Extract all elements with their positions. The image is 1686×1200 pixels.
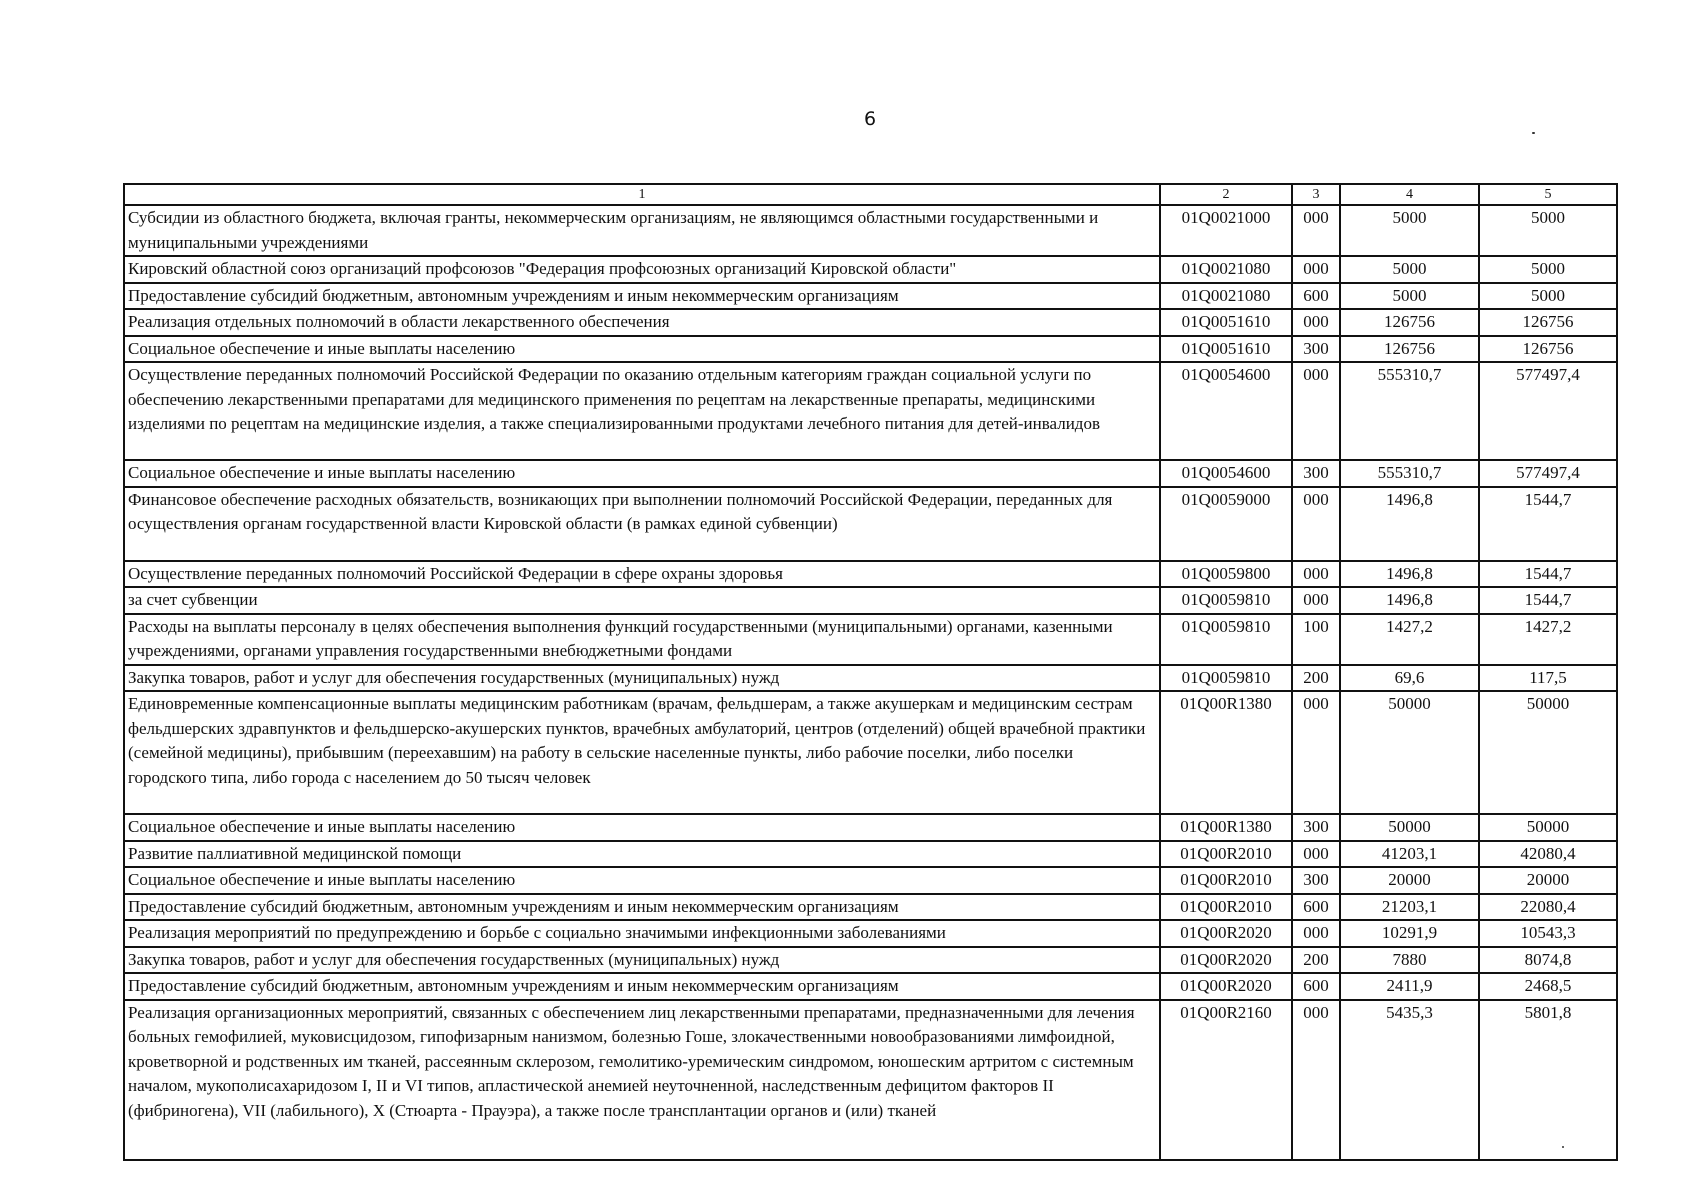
- row-name: за счет субвенции: [124, 587, 1160, 614]
- row-expense-type: 000: [1292, 205, 1340, 256]
- row-value-5: 577497,4: [1479, 460, 1617, 487]
- row-value-5: 1427,2: [1479, 614, 1617, 665]
- row-value-4: 41203,1: [1340, 841, 1479, 868]
- row-value-5: 5000: [1479, 283, 1617, 310]
- row-name: Реализация организационных мероприятий, связанных с обеспечением лиц лекарственными препаратами, предназначенными для лечения больных гемофилией, муковисцидозом, гипофизарным нанизмом, болезнью Гоше, злокачественными новообразованиями лимфоидной, кроветворной и родственных им тканей, рассеянным склерозом, гемолитико-уремическим синдромом, юношеским артритом с системным началом, мукополисахаридозом I, II и VI типов, апластической анемией неуточненной, наследственным дефицитом факторов II (фибриногена), VII (лабильного), X (Стюарта - Прауэра), а также после трансплантации органов и (или) тканей: [124, 1000, 1160, 1160]
- row-value-4: 5000: [1340, 205, 1479, 256]
- scan-speck: [1532, 132, 1535, 134]
- row-code: 01Q00R2010: [1160, 894, 1292, 921]
- row-name: Осуществление переданных полномочий Российской Федерации по оказанию отдельным категориям граждан социальной услуги по обеспечению лекарственными препаратами для медицинского применения по рецептам на лекарственные препараты, медицинскими изделиями по рецептам на медицинские изделия, а также специализированными продуктами лечебного питания для детей-инвалидов: [124, 362, 1160, 460]
- row-value-4: 10291,9: [1340, 920, 1479, 947]
- row-value-4: 69,6: [1340, 665, 1479, 692]
- row-code: 01Q0021080: [1160, 256, 1292, 283]
- row-value-5: 5000: [1479, 205, 1617, 256]
- row-expense-type: 000: [1292, 256, 1340, 283]
- row-value-5: 1544,7: [1479, 561, 1617, 588]
- row-name: Кировский областной союз организаций профсоюзов "Федерация профсоюзных организаций Кировской области": [124, 256, 1160, 283]
- row-value-5: 42080,4: [1479, 841, 1617, 868]
- row-code: 01Q00R2020: [1160, 920, 1292, 947]
- row-expense-type: 600: [1292, 894, 1340, 921]
- row-expense-type: 000: [1292, 362, 1340, 460]
- row-value-4: 21203,1: [1340, 894, 1479, 921]
- table-row: [124, 947, 1617, 974]
- table-row: [124, 665, 1617, 692]
- row-code: 01Q00R2020: [1160, 973, 1292, 1000]
- row-code: 01Q0059810: [1160, 587, 1292, 614]
- table-row: [124, 894, 1617, 921]
- row-value-4: 2411,9: [1340, 973, 1479, 1000]
- table-row: [124, 973, 1617, 1000]
- table-row: [124, 867, 1617, 894]
- table-row: [124, 336, 1617, 363]
- row-code: 01Q0021000: [1160, 205, 1292, 256]
- row-value-5: 22080,4: [1479, 894, 1617, 921]
- row-name: Субсидии из областного бюджета, включая гранты, некоммерческим организациям, не являющимся областными государственными и муниципальными учреждениями: [124, 205, 1160, 256]
- row-expense-type: 000: [1292, 561, 1340, 588]
- row-code: 01Q00R2020: [1160, 947, 1292, 974]
- table-row: [124, 283, 1617, 310]
- row-expense-type: 000: [1292, 309, 1340, 336]
- table-row: [124, 691, 1617, 814]
- row-expense-type: 000: [1292, 691, 1340, 814]
- row-value-4: 555310,7: [1340, 460, 1479, 487]
- row-value-5: 5801,8: [1479, 1000, 1617, 1160]
- row-code: 01Q0051610: [1160, 309, 1292, 336]
- row-value-4: 5435,3: [1340, 1000, 1479, 1160]
- table-row: [124, 841, 1617, 868]
- row-code: 01Q0054600: [1160, 460, 1292, 487]
- column-header-1: 1: [124, 184, 1160, 205]
- row-name: Единовременные компенсационные выплаты медицинским работникам (врачам, фельдшерам, а также акушеркам и медицинским сестрам фельдшерских здравпунктов и фельдшерско-акушерских пунктов, врачебных амбулаторий, центров (отделений) общей врачебной практики (семейной медицины), прибывшим (переехавшим) на работу в сельские населенные пункты, либо рабочие поселки, либо поселки городского типа, либо города с населением до 50 тысяч человек: [124, 691, 1160, 814]
- row-expense-type: 000: [1292, 920, 1340, 947]
- row-expense-type: 100: [1292, 614, 1340, 665]
- row-value-5: 117,5: [1479, 665, 1617, 692]
- row-value-4: 1427,2: [1340, 614, 1479, 665]
- row-value-4: 50000: [1340, 691, 1479, 814]
- budget-table: [123, 183, 1618, 1161]
- table-row: [124, 205, 1617, 256]
- row-expense-type: 300: [1292, 867, 1340, 894]
- row-name: Закупка товаров, работ и услуг для обеспечения государственных (муниципальных) нужд: [124, 947, 1160, 974]
- row-value-4: 1496,8: [1340, 561, 1479, 588]
- table-row: [124, 814, 1617, 841]
- table-row: [124, 256, 1617, 283]
- row-expense-type: 200: [1292, 665, 1340, 692]
- row-code: 01Q00R2010: [1160, 841, 1292, 868]
- row-value-5: 2468,5: [1479, 973, 1617, 1000]
- row-value-4: 50000: [1340, 814, 1479, 841]
- table-row: [124, 587, 1617, 614]
- row-value-4: 126756: [1340, 309, 1479, 336]
- row-value-4: 20000: [1340, 867, 1479, 894]
- row-name: Реализация мероприятий по предупреждению и борьбе с социально значимыми инфекционными заболеваниями: [124, 920, 1160, 947]
- table-row: [124, 561, 1617, 588]
- table-header-row: [124, 184, 1617, 205]
- row-value-4: 1496,8: [1340, 487, 1479, 561]
- table-row: [124, 487, 1617, 561]
- row-expense-type: 300: [1292, 336, 1340, 363]
- table-row: [124, 309, 1617, 336]
- row-value-4: 126756: [1340, 336, 1479, 363]
- row-name: Социальное обеспечение и иные выплаты населению: [124, 460, 1160, 487]
- page-number: 6: [863, 108, 877, 130]
- row-name: Социальное обеспечение и иные выплаты населению: [124, 814, 1160, 841]
- row-value-5: 126756: [1479, 336, 1617, 363]
- row-value-5: 5000: [1479, 256, 1617, 283]
- row-expense-type: 000: [1292, 487, 1340, 561]
- row-expense-type: 600: [1292, 973, 1340, 1000]
- row-expense-type: 000: [1292, 587, 1340, 614]
- row-code: 01Q00R1380: [1160, 691, 1292, 814]
- row-name: Финансовое обеспечение расходных обязательств, возникающих при выполнении полномочий Российской Федерации, переданных для осуществления органам государственной власти Кировской области (в рамках единой субвенции): [124, 487, 1160, 561]
- table-row: [124, 614, 1617, 665]
- row-value-5: 1544,7: [1479, 487, 1617, 561]
- row-value-4: 1496,8: [1340, 587, 1479, 614]
- row-expense-type: 300: [1292, 814, 1340, 841]
- row-value-5: 1544,7: [1479, 587, 1617, 614]
- row-value-5: 50000: [1479, 691, 1617, 814]
- row-code: 01Q00R2010: [1160, 867, 1292, 894]
- row-value-4: 5000: [1340, 256, 1479, 283]
- row-name: Предоставление субсидий бюджетным, автономным учреждениям и иным некоммерческим организациям: [124, 894, 1160, 921]
- row-expense-type: 000: [1292, 1000, 1340, 1160]
- row-value-4: 7880: [1340, 947, 1479, 974]
- table-row: [124, 362, 1617, 460]
- row-value-5: 20000: [1479, 867, 1617, 894]
- row-code: 01Q0054600: [1160, 362, 1292, 460]
- row-name: Расходы на выплаты персоналу в целях обеспечения выполнения функций государственными (муниципальными) органами, казенными учреждениями, органами управления государственными внебюджетными фондами: [124, 614, 1160, 665]
- row-code: 01Q0059810: [1160, 665, 1292, 692]
- row-code: 01Q00R2160: [1160, 1000, 1292, 1160]
- table-row: [124, 920, 1617, 947]
- row-code: 01Q0059000: [1160, 487, 1292, 561]
- row-value-5: 50000: [1479, 814, 1617, 841]
- column-header-3: 3: [1292, 184, 1340, 205]
- row-expense-type: 600: [1292, 283, 1340, 310]
- row-value-4: 555310,7: [1340, 362, 1479, 460]
- row-name: Социальное обеспечение и иные выплаты населению: [124, 336, 1160, 363]
- table-row: [124, 1000, 1617, 1160]
- row-name: Реализация отдельных полномочий в области лекарственного обеспечения: [124, 309, 1160, 336]
- table-row: [124, 460, 1617, 487]
- row-code: 01Q0059810: [1160, 614, 1292, 665]
- row-expense-type: 200: [1292, 947, 1340, 974]
- row-name: Предоставление субсидий бюджетным, автономным учреждениям и иным некоммерческим организациям: [124, 283, 1160, 310]
- column-header-5: 5: [1479, 184, 1617, 205]
- row-value-5: 10543,3: [1479, 920, 1617, 947]
- row-code: 01Q0051610: [1160, 336, 1292, 363]
- row-expense-type: 000: [1292, 841, 1340, 868]
- row-code: 01Q0021080: [1160, 283, 1292, 310]
- row-value-5: 577497,4: [1479, 362, 1617, 460]
- row-name: Закупка товаров, работ и услуг для обеспечения государственных (муниципальных) нужд: [124, 665, 1160, 692]
- row-name: Развитие паллиативной медицинской помощи: [124, 841, 1160, 868]
- row-code: 01Q0059800: [1160, 561, 1292, 588]
- row-value-4: 5000: [1340, 283, 1479, 310]
- column-header-4: 4: [1340, 184, 1479, 205]
- row-expense-type: 300: [1292, 460, 1340, 487]
- row-code: 01Q00R1380: [1160, 814, 1292, 841]
- column-header-2: 2: [1160, 184, 1292, 205]
- row-value-5: 126756: [1479, 309, 1617, 336]
- row-name: Социальное обеспечение и иные выплаты населению: [124, 867, 1160, 894]
- row-name: Осуществление переданных полномочий Российской Федерации в сфере охраны здоровья: [124, 561, 1160, 588]
- row-name: Предоставление субсидий бюджетным, автономным учреждениям и иным некоммерческим организациям: [124, 973, 1160, 1000]
- row-value-5: 8074,8: [1479, 947, 1617, 974]
